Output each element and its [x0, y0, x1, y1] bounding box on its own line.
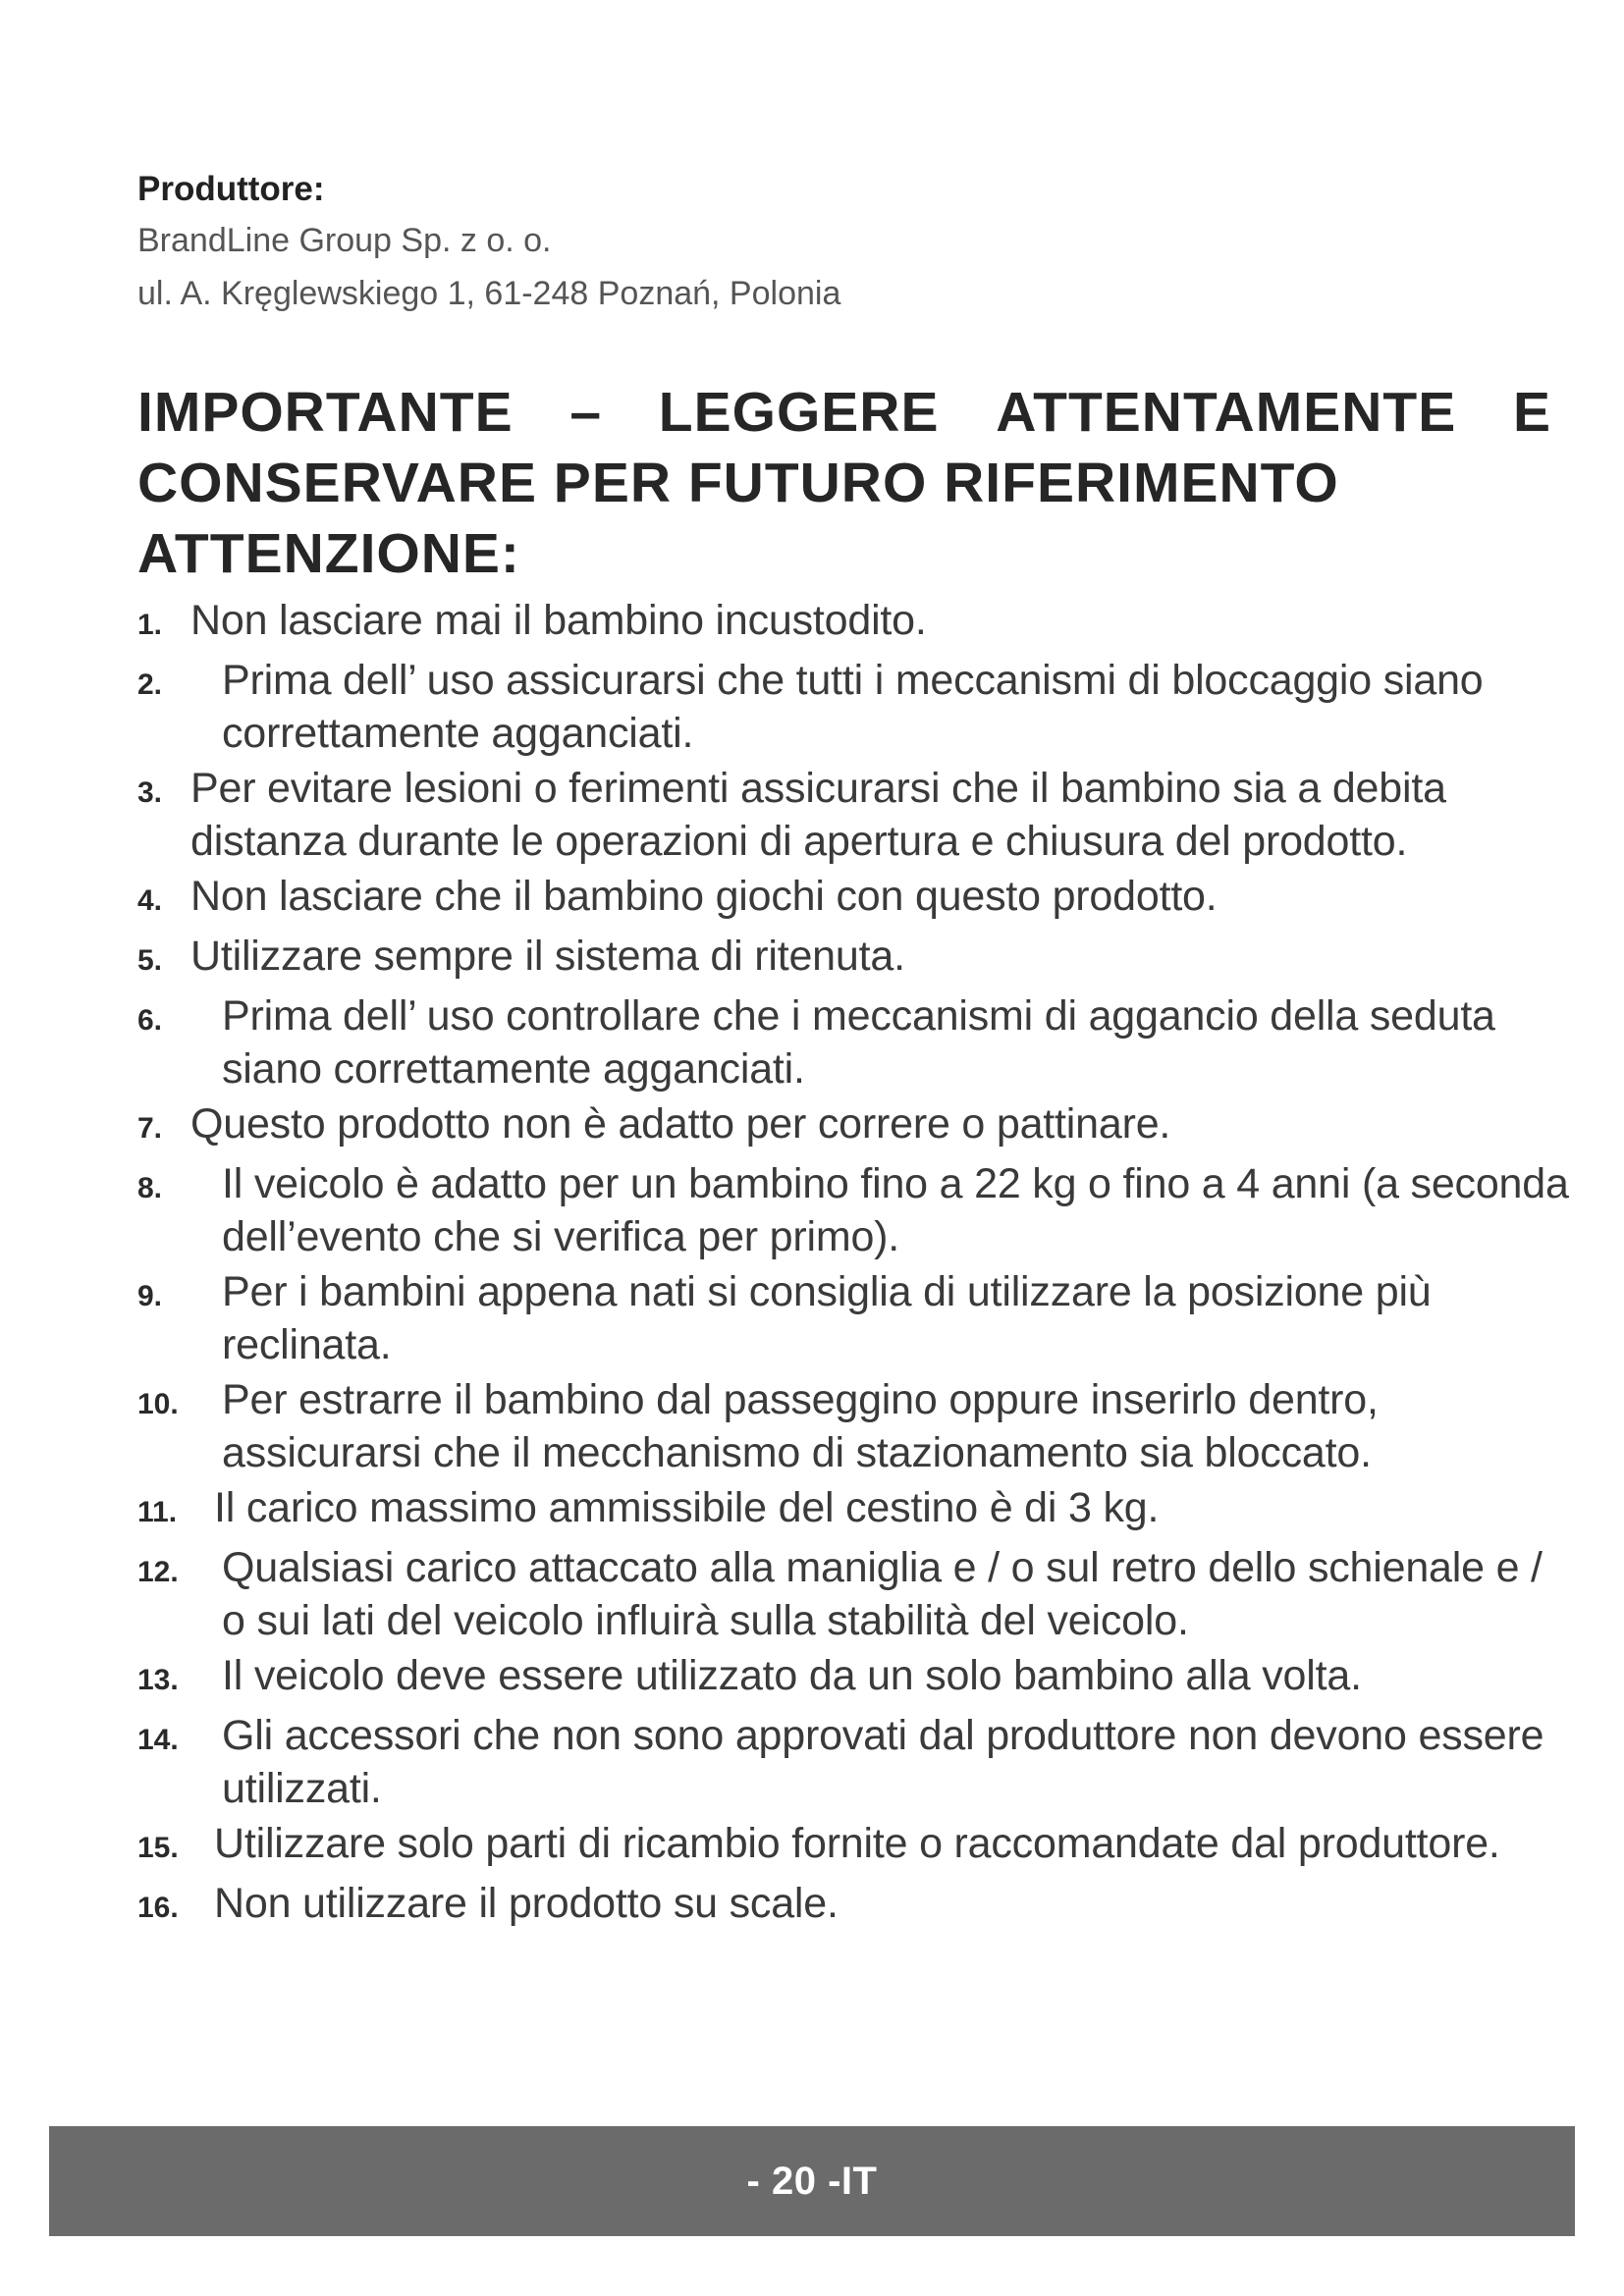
manufacturer-address: ul. A. Kręglewskiego 1, 61-248 Poznań, Polonia [137, 275, 841, 312]
list-item [137, 1097, 1571, 1155]
item-number: 7. [137, 1112, 163, 1145]
item-text: Prima dell’ uso controllare che i meccanismi di aggancio della seduta siano correttamente agganciati. [222, 992, 1495, 1093]
list-item [137, 1373, 1571, 1479]
item-number: 12. [137, 1556, 179, 1588]
manufacturer-label: Produttore: [137, 170, 325, 208]
item-number: 14. [137, 1724, 179, 1756]
list-item [137, 930, 1571, 988]
item-number: 11. [137, 1496, 178, 1528]
heading-word: – [569, 381, 603, 444]
footer-bar [49, 2126, 1575, 2236]
list-item [137, 870, 1571, 928]
item-number: 9. [137, 1280, 163, 1312]
item-number: 10. [137, 1388, 179, 1420]
item-number: 6. [137, 1004, 163, 1037]
heading-word: E [1512, 381, 1551, 444]
item-number: 1. [137, 609, 163, 641]
item-text: Utilizzare sempre il sistema di ritenuta. [190, 933, 905, 980]
heading-line-3: ATTENZIONE: [137, 522, 520, 585]
item-number: 3. [137, 776, 163, 809]
item-text: Il veicolo è adatto per un bambino fino a 22 kg o fino a 4 anni (a seconda dell’evento che si verifica per primo). [222, 1160, 1569, 1260]
list-item [137, 989, 1571, 1095]
item-text: Per evitare lesioni o ferimenti assicurarsi che il bambino sia a debita distanza durante le operazioni di apertura e chiusura del prodotto. [190, 765, 1446, 865]
item-text: Non lasciare mai il bambino incustodito. [190, 597, 927, 644]
list-item [137, 1709, 1571, 1815]
heading-word: IMPORTANTE [137, 381, 514, 444]
item-text: Il veicolo deve essere utilizzato da un solo bambino alla volta. [222, 1652, 1362, 1699]
item-number: 4. [137, 884, 163, 917]
page-number: - 20 -IT [746, 2159, 878, 2203]
item-text: Non lasciare che il bambino giochi con questo prodotto. [190, 873, 1218, 920]
item-number: 8. [137, 1172, 163, 1204]
item-text: Il carico massimo ammissibile del cestino è di 3 kg. [214, 1484, 1160, 1531]
heading-word: ATTENTAMENTE [996, 381, 1457, 444]
item-text: Utilizzare solo parti di ricambio fornite o raccomandate dal produttore. [214, 1820, 1500, 1867]
heading-word: LEGGERE [658, 381, 940, 444]
heading-line-1 [137, 377, 1551, 448]
list-item [137, 654, 1571, 760]
item-text: Qualsiasi carico attaccato alla maniglia e / o sul retro dello schienale e / o sui lati del veicolo influirà sulla stabilità del veicolo. [222, 1544, 1543, 1644]
item-number: 16. [137, 1892, 179, 1924]
list-item [137, 1649, 1571, 1707]
manufacturer-block [137, 165, 1512, 320]
item-number: 15. [137, 1832, 179, 1864]
item-number: 5. [137, 944, 163, 977]
item-number: 13. [137, 1664, 179, 1696]
heading-line-2: CONSERVARE PER FUTURO RIFERIMENTO [137, 452, 1339, 514]
item-number: 2. [137, 668, 163, 701]
item-text: Prima dell’ uso assicurarsi che tutti i meccanismi di bloccaggio siano correttamente agganciati. [222, 657, 1484, 757]
list-item [137, 1877, 1571, 1935]
item-text: Per estrarre il bambino dal passeggino oppure inserirlo dentro, assicurarsi che il mecchanismo di stazionamento sia bloccato. [222, 1376, 1379, 1476]
item-text: Questo prodotto non è adatto per correre o pattinare. [190, 1100, 1171, 1148]
list-item [137, 1157, 1571, 1263]
manufacturer-company: BrandLine Group Sp. z o. o. [137, 222, 552, 259]
list-item [137, 594, 1571, 652]
item-text: Gli accessori che non sono approvati dal produttore non devono essere utilizzati. [222, 1712, 1544, 1812]
list-item [137, 1481, 1571, 1539]
item-text: Per i bambini appena nati si consiglia di utilizzare la posizione più reclinata. [222, 1268, 1432, 1368]
list-item [137, 1541, 1571, 1647]
list-item [137, 1265, 1571, 1371]
list-item [137, 762, 1571, 868]
warnings-list [137, 594, 1571, 1937]
item-text: Non utilizzare il prodotto su scale. [214, 1880, 839, 1927]
list-item [137, 1817, 1571, 1875]
warning-heading [137, 377, 1551, 589]
